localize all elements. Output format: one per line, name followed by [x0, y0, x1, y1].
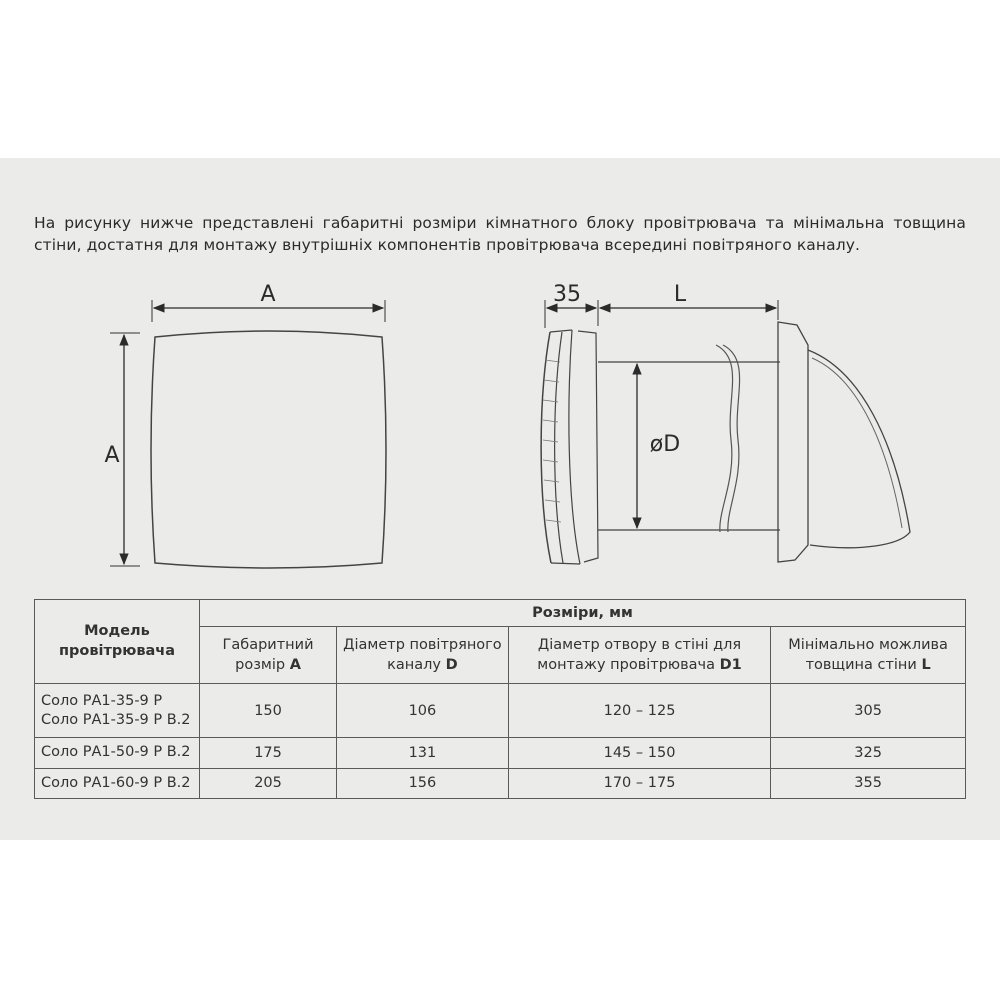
table-row [35, 683, 966, 737]
cell-d1: 170 – 175 [508, 768, 771, 798]
depth-dimension-label: 35 [553, 282, 581, 307]
header-model: Модель провітрювача [35, 600, 200, 684]
dimensions-table [34, 599, 966, 799]
side-view [541, 282, 910, 564]
cell-d: 106 [337, 683, 509, 737]
cell-d: 156 [337, 768, 509, 798]
header-col-a: Габаритний розмір A [200, 627, 337, 684]
cell-d: 131 [337, 738, 509, 768]
cell-a: 175 [200, 738, 337, 768]
header-col-l: Мінімально можлива товщина стіни L [771, 627, 966, 684]
diameter-dimension-label: øD [649, 432, 681, 457]
intro-paragraph: На рисунку нижче представлені габаритні розміри кімнатного блоку провітрювача та мінімальна товщина стіни, достатня для монтажу внутрішніх компонентів провітрювача всередині повітряного каналу. [34, 214, 966, 254]
height-dimension-label: A [104, 443, 120, 468]
table-row [35, 768, 966, 798]
header-col-d: Діаметр повітряного каналу D [337, 627, 509, 684]
cell-l: 305 [771, 683, 966, 737]
cell-model: Соло РА1-50-9 Р В.2 [35, 738, 200, 768]
cell-a: 205 [200, 768, 337, 798]
table-row [35, 738, 966, 768]
cell-l: 355 [771, 768, 966, 798]
cell-model: Соло РА1-35-9 Р Соло РА1-35-9 Р В.2 [35, 683, 200, 737]
wall-thickness-label: L [673, 282, 687, 307]
cell-d1: 145 – 150 [508, 738, 771, 768]
cell-a: 150 [200, 683, 337, 737]
cell-model: Соло РА1-60-9 Р В.2 [35, 768, 200, 798]
width-dimension-label: A [260, 282, 276, 307]
cell-d1: 120 – 125 [508, 683, 771, 737]
header-sizes: Розміри, мм [200, 600, 966, 627]
front-view [104, 282, 386, 568]
cell-l: 325 [771, 738, 966, 768]
header-col-d1: Діаметр отвору в стіні для монтажу провітрювача D1 [508, 627, 771, 684]
